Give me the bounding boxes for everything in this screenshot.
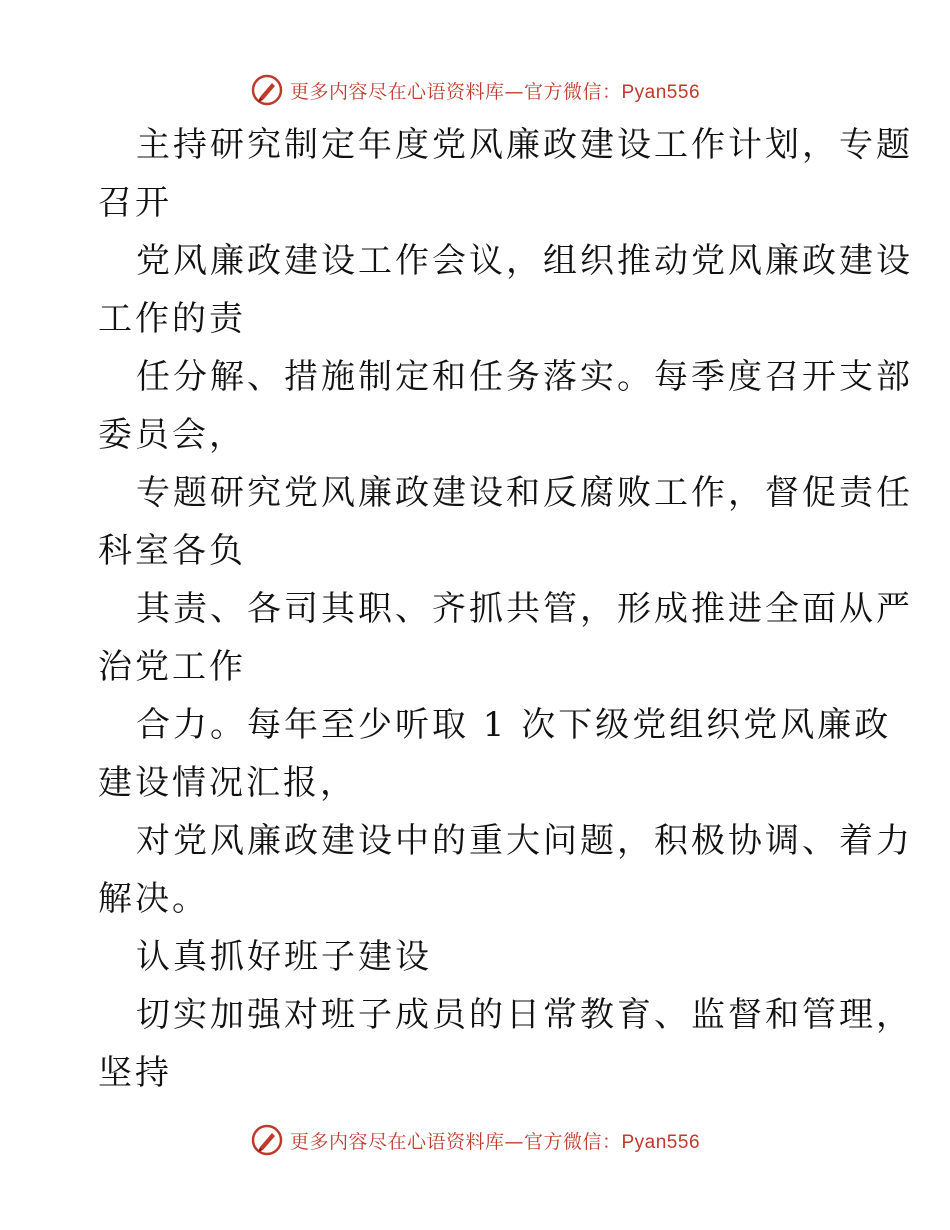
pen-logo-icon	[250, 1123, 284, 1157]
section-heading: 认真抓好班子建设	[136, 937, 432, 977]
text-line: 坚持	[98, 1053, 172, 1093]
text-line: 其责、各司其职、齐抓共管，形成推进全面从严	[136, 589, 913, 629]
text-line: 切实加强对班子成员的日常教育、监督和管理，	[136, 995, 913, 1035]
text-line: 科室各负	[98, 531, 246, 571]
pen-logo-icon	[250, 73, 284, 107]
watermark-text: 更多内容尽在心语资料库—官方微信：Pyan556	[289, 80, 701, 103]
text-line: 专题研究党风廉政建设和反腐败工作，督促责任	[136, 473, 913, 513]
header-watermark	[0, 70, 950, 110]
text-line: 建设情况汇报，	[98, 763, 357, 803]
watermark-text: 更多内容尽在心语资料库—官方微信：Pyan556	[289, 1130, 701, 1153]
text-line: 解决。	[98, 879, 209, 919]
text-line: 对党风廉政建设中的重大问题，积极协调、着力	[136, 821, 913, 861]
text-line: 委员会，	[98, 415, 246, 455]
footer-watermark	[0, 1120, 950, 1160]
text-line: 召开	[98, 183, 172, 223]
text-line: 工作的责	[98, 299, 246, 339]
text-line: 党风廉政建设工作会议，组织推动党风廉政建设	[136, 241, 913, 281]
text-line: 任分解、措施制定和任务落实。每季度召开支部	[136, 357, 913, 397]
text-line: 治党工作	[98, 647, 246, 687]
text-line: 主持研究制定年度党风廉政建设工作计划，专题	[136, 125, 913, 165]
text-line: 合力。每年至少听取 1 次下级党组织党风廉政	[136, 705, 892, 745]
